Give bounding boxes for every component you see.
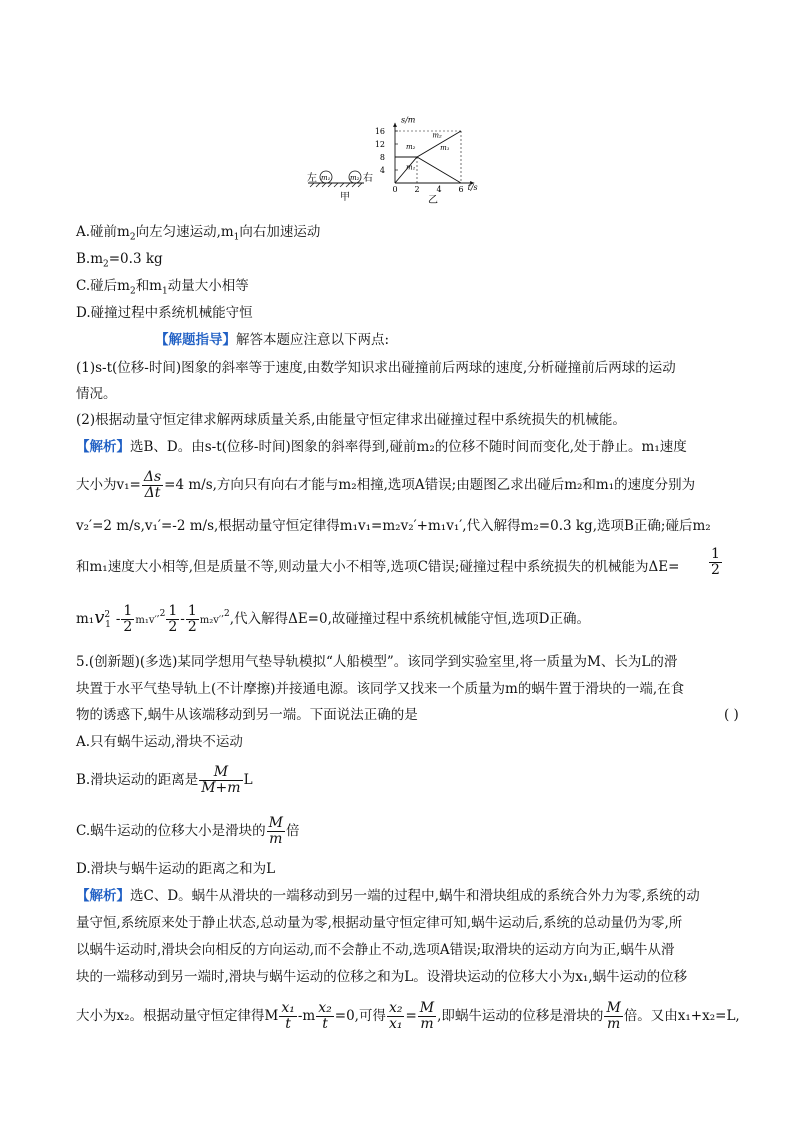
y-tick-label: 16 — [374, 127, 385, 136]
series-line-m2 — [395, 131, 461, 157]
left-label: 左 — [307, 173, 317, 184]
fraction-m-over-m: $\frac{M}{m}$ — [268, 815, 283, 847]
q5-option-a: A.只有蜗牛运动,滑块不运动 — [76, 734, 243, 750]
x-tick-label: 4 — [436, 185, 442, 194]
q5-solution-5: 大小为x₂。根据动量守恒定律得M $\frac{\text{x₁}}{t}$ -m $\frac{\text{x₂}}{t}$ =0,可得 $\frac{\text{x₂}}{\text{x₁}}$ = $\frac{M}{m}$ ,即蜗牛运动的位移是滑块的 $\frac{M}{m}$ 倍。又由x₁+x₂=L, — [76, 1000, 740, 1032]
y-tick-label: 4 — [379, 166, 385, 175]
guide-tag: 【解题指导】 — [155, 332, 236, 348]
q4-solution-5: $m_1v^2_1$ - $\frac{1}{2}$ $m_1v'^{,2}$ $\frac{1}{2}$ - $\frac{1}{2}$ $m_2v'^{,2}$,代入解得ΔE=0,故碰撞过程中系统机械能守恒,选项D正确。 — [76, 603, 590, 635]
series-label: m₁ — [440, 143, 450, 152]
solution-tag-5: 【解析】 — [76, 888, 130, 904]
q5-solution-2: 量守恒,系统原来处于静止状态,总动量为零,根据动量守恒定律可知,蜗牛运动后,系统的总动量仍为零,所 — [76, 915, 683, 931]
series-label: m₁ — [406, 163, 416, 172]
q5-stem-2: 块置于水平气垫导轨上(不计摩擦)并接通电源。该同学又找来一个质量为m的蜗牛置于滑块的一端,在食 — [76, 681, 685, 697]
q5-option-d: D.滑块与蜗牛运动的距离之和为L — [76, 861, 276, 877]
q4-option-b: $B.m_2=0.3$ kg — [76, 251, 163, 270]
x-tick-label: 2 — [414, 185, 420, 194]
caption-a: 甲 — [340, 192, 350, 203]
x-axis-label: t/s — [467, 183, 478, 192]
q4-guide-1b: 情况。 — [76, 386, 117, 402]
q4-guide-heading: 【解题指导】解答本题应注意以下两点: — [155, 332, 390, 348]
right-label: 右 — [363, 173, 373, 184]
q5-solution-3: 以蜗牛运动时,滑块会向相反的方向运动,而不会静止不动,选项A错误;取滑块的运动方向为正,蜗牛从滑 — [76, 942, 675, 958]
q5-option-c: C.蜗牛运动的位移大小是滑块的 $\frac{M}{m}$ 倍 — [76, 815, 300, 847]
y-tick-label: 8 — [379, 153, 385, 162]
q5-option-b: B.滑块运动的距离是 $\frac{M}{M+m}$ L — [76, 764, 253, 796]
y-axis-arrow — [393, 123, 397, 127]
q4-solution-1: 【解析】选B、D。由s-t(位移-时间)图象的斜率得到,碰前m₂的位移不随时间而变化,处于静止。m₁速度 — [76, 439, 687, 455]
y-tick-label: 12 — [374, 140, 385, 149]
solution-tag: 【解析】 — [76, 439, 130, 455]
q4-solution-4: 和m₁速度大小相等,但是质量不等,则动量大小不相等,选项C错误;碰撞过程中系统损失的机械能为ΔE= $\frac{1}{2}$ — [76, 546, 720, 578]
series-label: m₂ — [432, 131, 442, 140]
q4-option-d: D.碰撞过程中系统机械能守恒 — [76, 305, 253, 321]
collision-figure — [300, 115, 500, 210]
fraction-ds-dt: $\frac{\Delta s}{\Delta t}$ — [143, 469, 162, 501]
y-axis-label: s/m — [401, 115, 416, 125]
series-line-m1 — [395, 157, 461, 183]
q5-solution-1: 【解析】选C、D。蜗牛从滑块的一端移动到另一端的过程中,蜗牛和滑块组成的系统合外力为零,系统的动 — [76, 888, 700, 904]
ground-hatch — [310, 183, 362, 187]
fraction-m-over-mm: $\frac{M}{M+m}$ — [201, 764, 241, 796]
q4-option-a: A.碰前$m_2$向左匀速运动$,m_1$向右加速运动 — [76, 224, 321, 243]
q4-guide-1a: (1)s-t(位移-时间)图象的斜率等于速度,由数学知识求出碰撞前后两球的速度,分析碰撞前后两球的运动 — [76, 360, 676, 376]
ball-m1-label: m₁ — [321, 174, 331, 182]
q5-solution-4: 块的一端移动到另一端时,滑块与蜗牛运动的位移之和为L。设滑块运动的位移大小为x₁,蜗牛运动的位移 — [76, 969, 688, 985]
st-chart — [375, 116, 478, 194]
x-tick-label: 0 — [392, 185, 398, 194]
ball-m2-label: m₂ — [350, 174, 360, 182]
q4-solution-2: 大小为v₁= $\frac{\Delta s}{\Delta t}$ =4 m/s,方向只有向右才能与m₂相撞,选项A错误;由题图乙求出碰后m₂和m₁的速度分别为 — [76, 469, 696, 501]
caption-b: 乙 — [428, 195, 438, 206]
series-label: m₂ — [406, 142, 416, 151]
q4-option-c: C.碰后$m_2$和$m_1$动量大小相等 — [76, 278, 249, 297]
fraction-half: $\frac{1}{2}$ — [711, 546, 720, 578]
q5-stem-3: 物的诱惑下,蜗牛从该端移动到另一端。下面说法正确的是 — [76, 707, 418, 723]
q4-solution-3: v₂′=2 m/s,v₁′=-2 m/s,根据动量守恒定律得m₁v₁=m₂v₂′+m₁v₁′,代入解得m₂=0.3 kg,选项B正确;碰后m₂ — [76, 518, 711, 534]
answer-paren[interactable]: ( ) — [724, 707, 739, 723]
x-tick-label: 6 — [458, 185, 464, 194]
q5-stem-1: 5.(创新题)(多选)某同学想用气垫导轨模拟“人船模型”。该同学到实验室里,将一质量为M、长为L的滑 — [76, 654, 678, 670]
q4-guide-2: (2)根据动量守恒定律求解两球质量关系,由能量守恒定律求出碰撞过程中系统损失的机械能。 — [76, 412, 626, 428]
